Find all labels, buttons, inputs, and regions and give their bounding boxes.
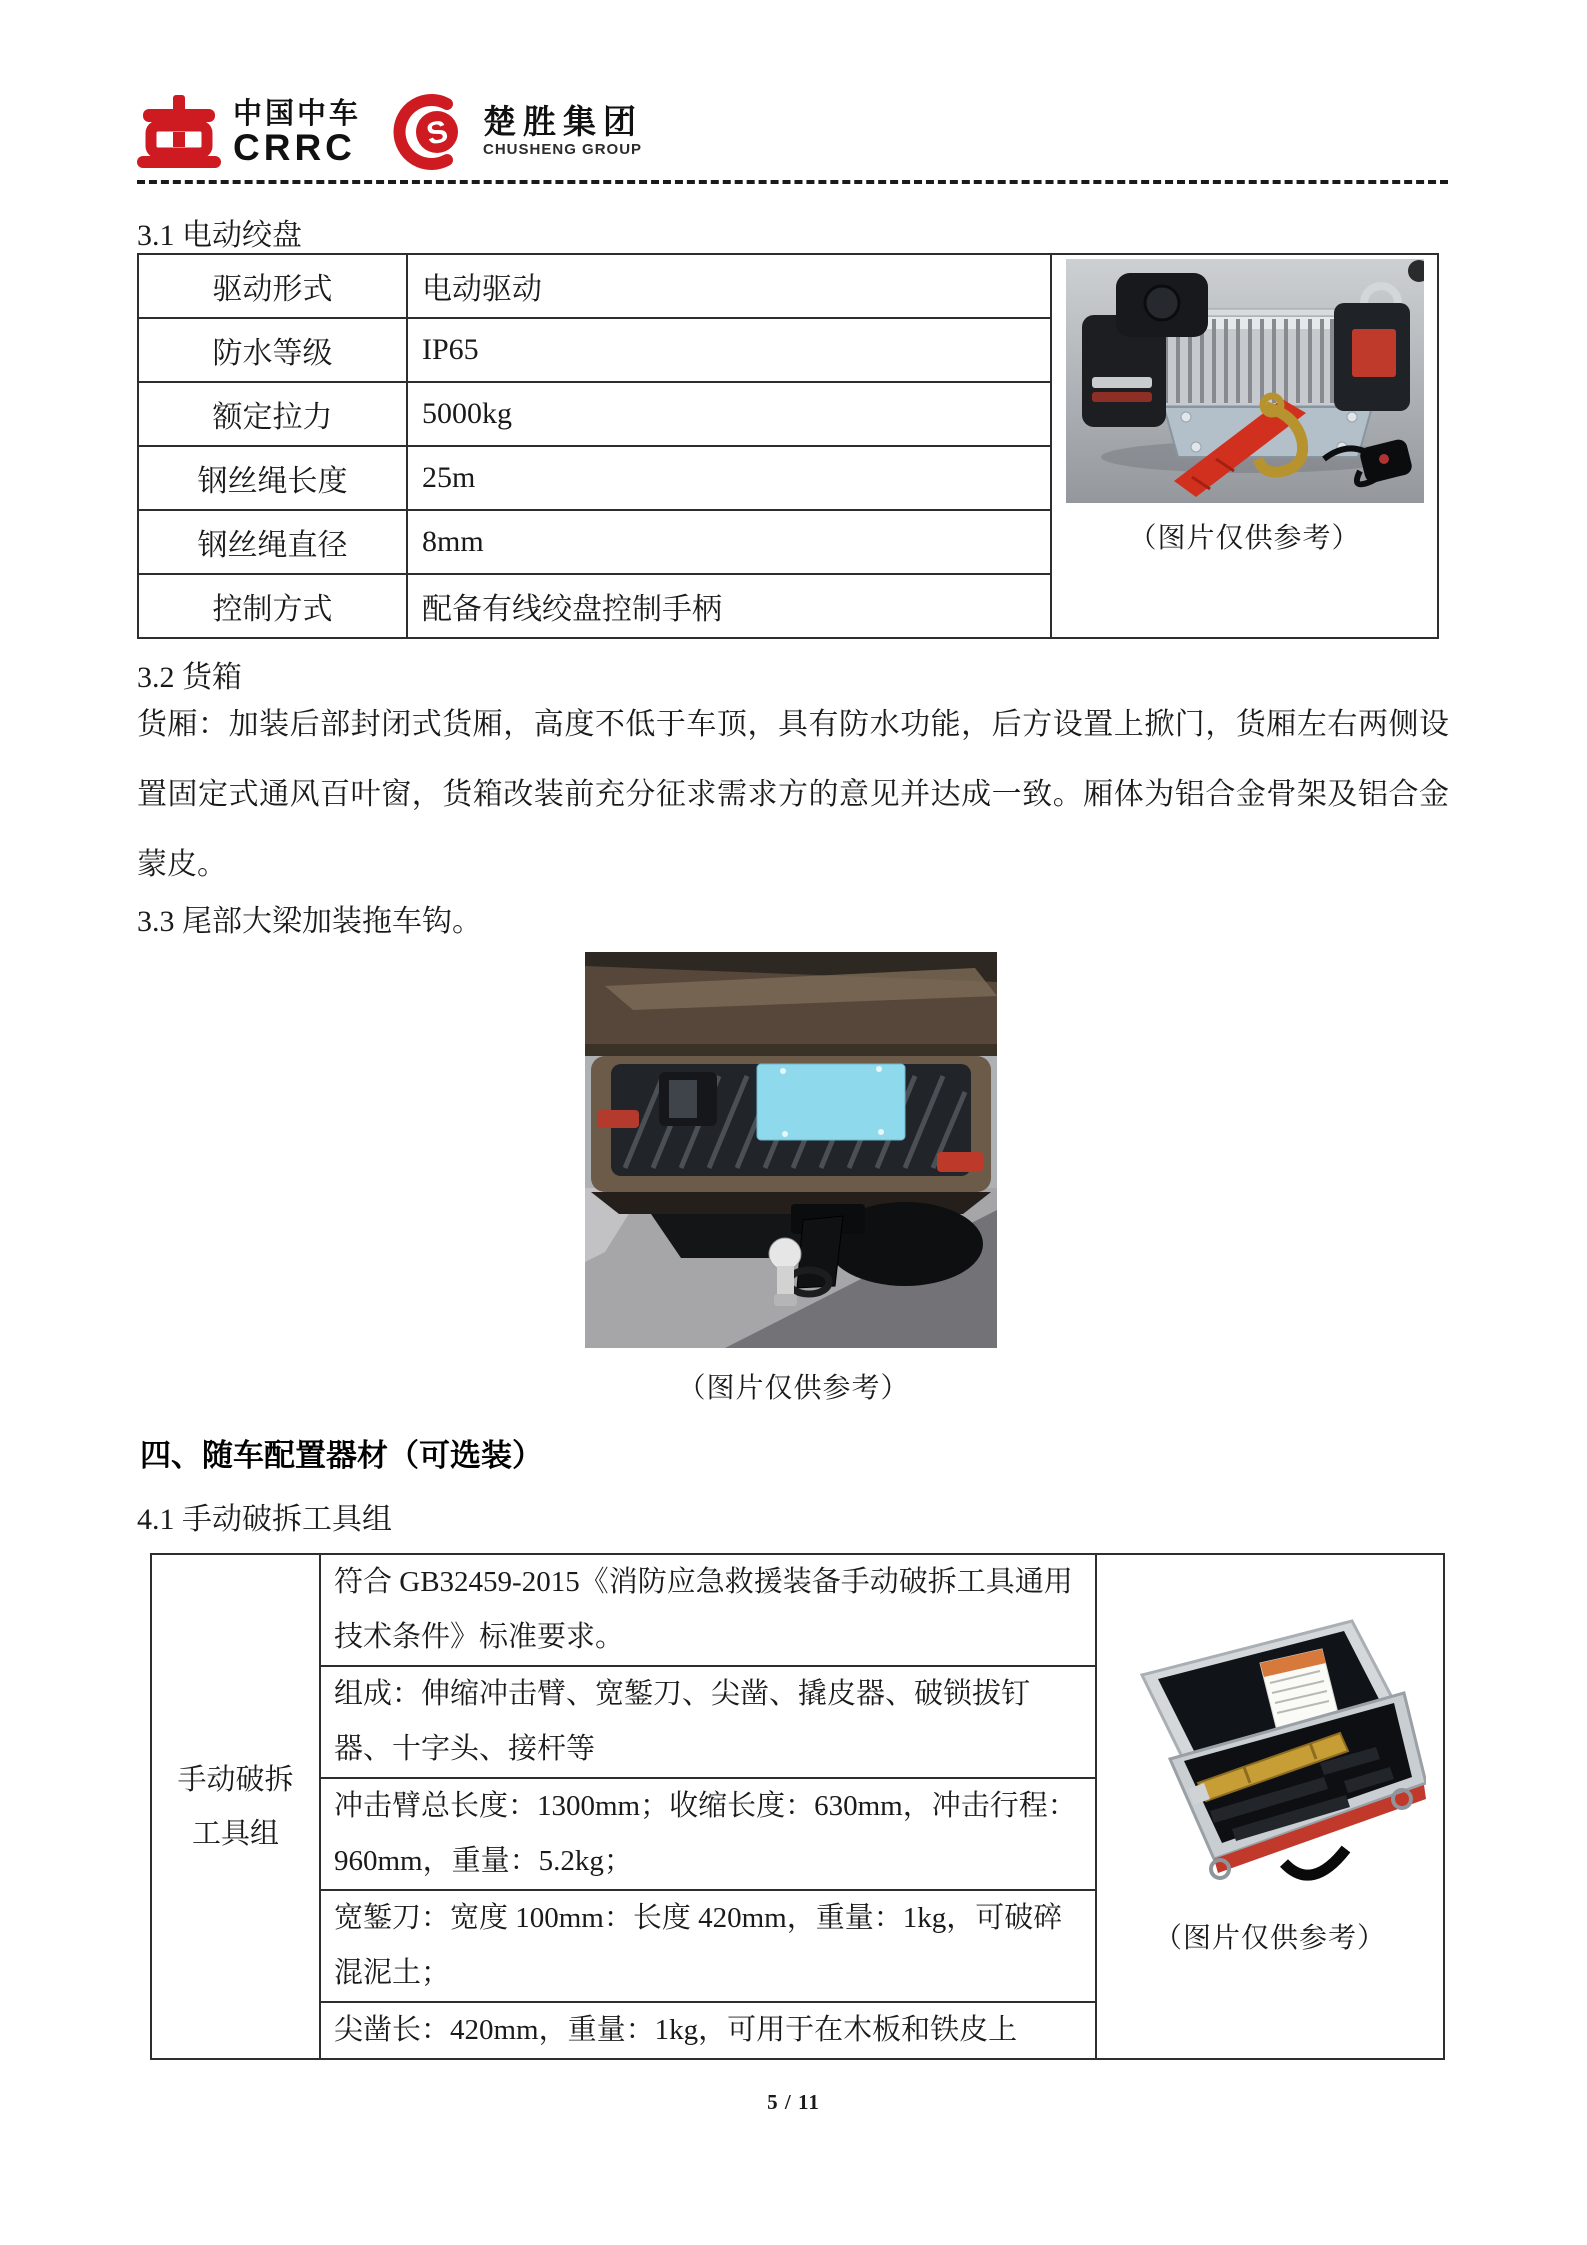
tool-table bbox=[150, 1553, 1445, 2060]
header bbox=[137, 94, 643, 170]
chusheng-logo-icon bbox=[391, 94, 471, 170]
winch-photo-cell bbox=[1051, 254, 1438, 638]
spec-label-cell: 钢丝绳长度 bbox=[138, 446, 407, 510]
tool-spec-cell: 尖凿长：420mm，重量：1kg，可用于在木板和铁皮上 bbox=[320, 2002, 1096, 2059]
tool-group-label-cell: 手动破拆工具组 bbox=[151, 1554, 320, 2059]
page-number: 5 / 11 bbox=[767, 2090, 820, 2114]
image-disclaimer-caption: （图片仅供参考） bbox=[677, 1373, 910, 1404]
winch-photo bbox=[1066, 259, 1424, 503]
dashed-divider bbox=[137, 180, 1448, 184]
chusheng-logo-cn: 楚胜集团 bbox=[483, 103, 644, 140]
crrc-logo-text bbox=[233, 98, 361, 166]
spec-label-cell: 防水等级 bbox=[138, 318, 407, 382]
spec-label-cell: 额定拉力 bbox=[138, 382, 407, 446]
spec-value-cell: 配备有线绞盘控制手柄 bbox=[407, 574, 1051, 638]
image-disclaimer-caption: （图片仅供参考） bbox=[1153, 1923, 1386, 1954]
spec-value-cell: IP65 bbox=[407, 318, 1051, 382]
section-3-2-title: 3.2 货箱 bbox=[137, 661, 242, 694]
tool-kit-photo-cell bbox=[1096, 1554, 1444, 2059]
spec-value-cell: 25m bbox=[407, 446, 1051, 510]
tow-hook-photo bbox=[585, 952, 997, 1348]
table-row bbox=[138, 254, 1438, 318]
tool-kit-photo bbox=[1114, 1567, 1426, 1897]
crrc-logo-en: CRRC bbox=[233, 127, 356, 168]
tool-spec-cell: 冲击臂总长度：1300mm；收缩长度：630mm，冲击行程：960mm，重量：5.2kg； bbox=[320, 1778, 1096, 1890]
crrc-logo-cn: 中国中车 bbox=[233, 98, 362, 130]
winch-spec-table bbox=[137, 253, 1439, 639]
section-4-1-title: 4.1 手动破拆工具组 bbox=[137, 1503, 392, 1536]
section-3-1-title: 3.1 电动绞盘 bbox=[137, 219, 302, 252]
spec-label-cell: 驱动形式 bbox=[138, 254, 407, 318]
spec-label-cell: 控制方式 bbox=[138, 574, 407, 638]
crrc-logo-icon bbox=[137, 95, 221, 169]
table-row bbox=[151, 1554, 1444, 1666]
spec-label-cell: 钢丝绳直径 bbox=[138, 510, 407, 574]
section-4-heading: 四、随车配置器材（可选装） bbox=[140, 1438, 543, 1473]
tool-spec-cell: 符合 GB32459-2015《消防应急救援装备手动破拆工具通用技术条件》标准要求。 bbox=[320, 1554, 1096, 1666]
section-3-3-title: 3.3 尾部大梁加装拖车钩。 bbox=[137, 905, 482, 938]
chusheng-logo-en: CHUSHENG GROUP bbox=[483, 141, 643, 158]
image-disclaimer-caption: （图片仅供参考） bbox=[1128, 523, 1361, 554]
svg-text:S: S bbox=[423, 113, 451, 152]
tow-hook-figure bbox=[585, 952, 997, 1348]
spec-value-cell: 电动驱动 bbox=[407, 254, 1051, 318]
cargo-box-paragraph: 货厢：加装后部封闭式货厢，高度不低于车顶，具有防水功能，后方设置上掀门，货厢左右两侧设置固定式通风百叶窗，货箱改装前充分征求需求方的意见并达成一致。厢体为铝合金骨架及铝合金蒙皮。 bbox=[137, 708, 1449, 881]
tool-spec-cell: 组成：伸缩冲击臂、宽錾刀、尖凿、撬皮器、破锁拔钉器、十字头、接杆等 bbox=[320, 1666, 1096, 1778]
spec-value-cell: 8mm bbox=[407, 510, 1051, 574]
tool-spec-cell: 宽錾刀：宽度 100mm：长度 420mm，重量：1kg，可破碎混泥土； bbox=[320, 1890, 1096, 2002]
spec-value-cell: 5000kg bbox=[407, 382, 1051, 446]
chusheng-logo-text bbox=[483, 104, 643, 160]
